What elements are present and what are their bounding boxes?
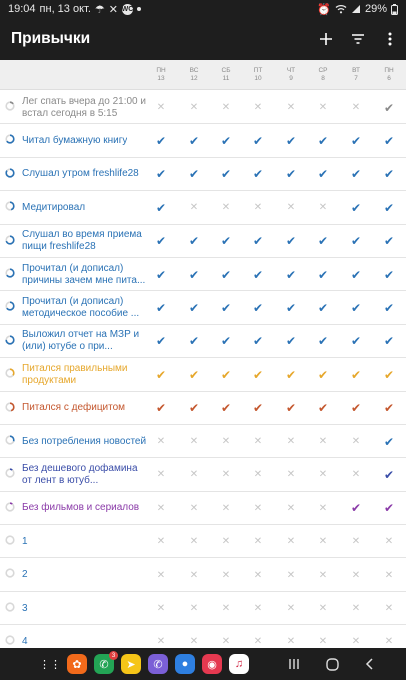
cross-icon[interactable]: ✕ <box>253 502 263 514</box>
cross-icon[interactable]: ✕ <box>189 569 199 581</box>
checkmark-icon[interactable]: ✔ <box>252 334 264 349</box>
habit-name-container <box>22 191 150 224</box>
habit-score-ring-icon <box>5 535 15 545</box>
checkmark-icon[interactable]: ✔ <box>220 134 232 149</box>
habit-name: 4 <box>22 635 28 647</box>
habit-row[interactable] <box>0 492 406 525</box>
checkmark-icon[interactable]: ✔ <box>188 234 200 249</box>
cross-icon[interactable]: ✕ <box>156 603 166 615</box>
back-icon <box>365 658 375 670</box>
habit-name-container <box>22 458 150 491</box>
cross-icon[interactable]: ✕ <box>156 536 166 548</box>
status-date: пн, 13 окт. <box>39 3 91 15</box>
habit-row[interactable] <box>0 358 406 391</box>
checkmark-icon[interactable]: ✔ <box>188 267 200 282</box>
checkmark-icon[interactable]: ✔ <box>383 334 395 349</box>
habit-name: 2 <box>22 569 28 581</box>
cross-icon[interactable]: ✕ <box>286 636 296 648</box>
cross-icon[interactable]: ✕ <box>351 436 361 448</box>
cross-icon[interactable]: ✕ <box>221 603 231 615</box>
habit-row[interactable] <box>0 325 406 358</box>
cross-icon[interactable]: ✕ <box>286 502 296 514</box>
day-date: 10 <box>254 75 262 82</box>
habit-name: Без фильмов и сериалов <box>22 502 140 514</box>
checkmark-icon[interactable]: ✔ <box>285 234 297 249</box>
filter-icon <box>351 33 365 45</box>
habit-row[interactable] <box>0 458 406 491</box>
checkmark-icon[interactable]: ✔ <box>350 301 362 316</box>
checkmark-icon[interactable]: ✔ <box>155 301 167 316</box>
checkmark-icon[interactable]: ✔ <box>317 367 329 382</box>
checkmark-icon[interactable]: ✔ <box>350 134 362 149</box>
cross-icon[interactable]: ✕ <box>318 569 328 581</box>
habit-name: Питался с дефицитом <box>22 402 126 414</box>
habit-row[interactable] <box>0 191 406 224</box>
checkmark-icon[interactable]: ✔ <box>155 234 167 249</box>
app-bar <box>0 18 406 60</box>
apps-grid-icon[interactable]: ⋮⋮ <box>40 654 60 674</box>
day-column-header <box>276 67 306 83</box>
filter-button[interactable] <box>342 18 374 60</box>
cross-icon[interactable]: ✕ <box>286 536 296 548</box>
habit-score-ring-icon <box>5 435 15 445</box>
cross-icon[interactable]: ✕ <box>253 436 263 448</box>
checkmark-icon[interactable]: ✔ <box>155 267 167 282</box>
habit-name-container <box>22 158 150 191</box>
cross-icon[interactable]: ✕ <box>189 603 199 615</box>
habit-name-container <box>22 258 150 291</box>
habit-name: Выложил отчет на МЗР и (или) ютубе о при... <box>22 329 140 353</box>
cross-icon[interactable]: ✕ <box>384 603 394 615</box>
notification-badge: WC <box>121 5 134 13</box>
habit-row[interactable] <box>0 425 406 458</box>
day-weekday: СБ <box>221 67 231 74</box>
music-app-icon[interactable]: ♫ <box>229 654 249 674</box>
checkmark-icon[interactable]: ✔ <box>317 267 329 282</box>
checkmark-icon[interactable]: ✔ <box>155 334 167 349</box>
cross-icon[interactable]: ✕ <box>286 469 296 481</box>
habit-row[interactable] <box>0 558 406 591</box>
checkmark-icon[interactable]: ✔ <box>220 334 232 349</box>
checkmark-icon[interactable]: ✔ <box>252 234 264 249</box>
habit-name: Слушал во время приема пищи freshlife28 <box>22 229 142 253</box>
checkmark-icon[interactable]: ✔ <box>383 134 395 149</box>
day-date: 8 <box>321 75 325 82</box>
cross-icon[interactable]: ✕ <box>286 102 296 114</box>
habit-name-container <box>22 558 150 591</box>
habit-name: 1 <box>22 535 28 547</box>
page-title: Привычки <box>11 30 91 47</box>
checkmark-icon[interactable]: ✔ <box>383 100 395 115</box>
habit-score-ring-icon <box>5 268 15 278</box>
checkmark-icon[interactable]: ✔ <box>350 200 362 215</box>
cross-icon[interactable]: ✕ <box>286 569 296 581</box>
habit-score-ring-icon <box>5 568 15 578</box>
habit-name-container <box>22 325 150 358</box>
checkmark-icon[interactable]: ✔ <box>155 200 167 215</box>
day-column-header <box>243 67 273 83</box>
camera-app-icon[interactable]: ◉ <box>202 654 222 674</box>
back-button[interactable] <box>351 648 389 680</box>
checkmark-icon[interactable]: ✔ <box>383 367 395 382</box>
cross-icon[interactable]: ✕ <box>318 436 328 448</box>
checkmark-icon[interactable]: ✔ <box>383 167 395 182</box>
checkmark-icon[interactable]: ✔ <box>383 200 395 215</box>
day-header-row <box>0 60 406 90</box>
checkmark-icon[interactable]: ✔ <box>383 401 395 416</box>
cross-icon[interactable]: ✕ <box>221 102 231 114</box>
more-options-button[interactable] <box>374 18 406 60</box>
habit-row[interactable] <box>0 525 406 558</box>
habit-row[interactable] <box>0 124 406 157</box>
habit-score-ring-icon <box>5 368 15 378</box>
checkmark-icon[interactable]: ✔ <box>317 301 329 316</box>
cross-icon[interactable]: ✕ <box>253 603 263 615</box>
cross-icon[interactable]: ✕ <box>318 102 328 114</box>
navigation-bar <box>0 648 406 680</box>
checkmark-icon[interactable]: ✔ <box>188 367 200 382</box>
checkmark-icon[interactable]: ✔ <box>155 367 167 382</box>
navigation-app-icon[interactable]: ➤ <box>121 654 141 674</box>
cross-icon[interactable]: ✕ <box>221 202 231 214</box>
habit-score-ring-icon <box>5 235 15 245</box>
cross-icon[interactable]: ✕ <box>189 202 199 214</box>
habit-name-container <box>22 492 150 525</box>
checkmark-icon[interactable]: ✔ <box>383 467 395 482</box>
checkmark-icon[interactable]: ✔ <box>220 401 232 416</box>
checkmark-icon[interactable]: ✔ <box>220 367 232 382</box>
checkmark-icon[interactable]: ✔ <box>350 501 362 516</box>
habit-row[interactable] <box>0 158 406 191</box>
cross-icon[interactable]: ✕ <box>189 636 199 648</box>
cross-icon[interactable]: ✕ <box>221 469 231 481</box>
checkmark-icon[interactable]: ✔ <box>350 167 362 182</box>
checkmark-icon[interactable]: ✔ <box>285 334 297 349</box>
habit-name-container <box>22 291 150 324</box>
cross-icon[interactable]: ✕ <box>189 536 199 548</box>
habit-score-ring-icon <box>5 301 15 311</box>
battery-icon <box>391 4 398 15</box>
habit-score-ring-icon <box>5 402 15 412</box>
habit-row[interactable] <box>0 258 406 291</box>
cross-icon[interactable]: ✕ <box>189 436 199 448</box>
habit-row[interactable] <box>0 291 406 324</box>
checkmark-icon[interactable]: ✔ <box>155 167 167 182</box>
day-date: 6 <box>387 75 391 82</box>
cross-icon[interactable]: ✕ <box>318 603 328 615</box>
habit-row[interactable] <box>0 91 406 124</box>
checkmark-icon[interactable]: ✔ <box>285 267 297 282</box>
cross-icon[interactable]: ✕ <box>384 536 394 548</box>
checkmark-icon[interactable]: ✔ <box>285 134 297 149</box>
habit-name: Лег спать вчера до 21:00 и встал сегодня в 5:15 <box>22 95 146 119</box>
habit-row[interactable] <box>0 225 406 258</box>
checkmark-icon[interactable]: ✔ <box>383 501 395 516</box>
viber-app-icon[interactable]: ✆ <box>148 654 168 674</box>
cross-icon[interactable]: ✕ <box>253 202 263 214</box>
habit-score-ring-icon <box>5 101 15 111</box>
cross-icon[interactable]: ✕ <box>156 436 166 448</box>
checkmark-icon[interactable]: ✔ <box>350 401 362 416</box>
signal-icon <box>351 4 361 14</box>
checkmark-icon[interactable]: ✔ <box>252 167 264 182</box>
checkmark-icon[interactable]: ✔ <box>252 301 264 316</box>
checkmark-icon[interactable]: ✔ <box>317 401 329 416</box>
alarm-icon: ⏰ <box>317 3 331 16</box>
cross-icon[interactable]: ✕ <box>318 202 328 214</box>
more-vertical-icon <box>388 32 392 46</box>
day-weekday: ВС <box>189 67 199 74</box>
day-column-header <box>211 67 241 83</box>
cross-icon[interactable]: ✕ <box>351 102 361 114</box>
phone-app-icon[interactable]: ✆ 3 <box>94 654 114 674</box>
checkmark-icon[interactable]: ✔ <box>350 234 362 249</box>
checkmark-icon[interactable]: ✔ <box>317 167 329 182</box>
checkmark-icon[interactable]: ✔ <box>285 167 297 182</box>
day-date: 9 <box>289 75 293 82</box>
checkmark-icon[interactable]: ✔ <box>350 367 362 382</box>
cross-icon[interactable]: ✕ <box>351 569 361 581</box>
checkmark-icon[interactable]: ✔ <box>285 301 297 316</box>
checkmark-icon[interactable]: ✔ <box>350 267 362 282</box>
cross-icon[interactable]: ✕ <box>221 502 231 514</box>
microphone-app-icon[interactable]: ● <box>175 654 195 674</box>
cross-icon[interactable]: ✕ <box>253 469 263 481</box>
plus-icon <box>319 32 333 46</box>
home-icon <box>326 658 339 671</box>
cross-icon[interactable]: ✕ <box>221 536 231 548</box>
cross-icon[interactable]: ✕ <box>156 469 166 481</box>
cross-icon[interactable]: ✕ <box>384 636 394 648</box>
checkmark-icon[interactable]: ✔ <box>285 401 297 416</box>
cross-icon[interactable]: ✕ <box>156 636 166 648</box>
habit-score-ring-icon <box>5 168 15 178</box>
cross-icon[interactable]: ✕ <box>318 536 328 548</box>
day-weekday: ПТ <box>253 67 263 74</box>
cross-icon[interactable]: ✕ <box>384 569 394 581</box>
cross-icon[interactable]: ✕ <box>253 536 263 548</box>
day-column-header <box>308 67 338 83</box>
habit-list <box>0 91 406 659</box>
checkmark-icon[interactable]: ✔ <box>252 267 264 282</box>
app-notification-badge: 3 <box>109 651 118 660</box>
day-column-header <box>179 67 209 83</box>
cross-icon[interactable]: ✕ <box>253 569 263 581</box>
checkmark-icon[interactable]: ✔ <box>188 134 200 149</box>
checkmark-icon[interactable]: ✔ <box>220 234 232 249</box>
cross-icon[interactable]: ✕ <box>286 603 296 615</box>
day-date: 11 <box>222 75 230 82</box>
habit-name: Читал бумажную книгу <box>22 135 128 147</box>
cross-icon[interactable]: ✕ <box>351 469 361 481</box>
checkmark-icon[interactable]: ✔ <box>383 267 395 282</box>
cross-icon[interactable]: ✕ <box>189 502 199 514</box>
habit-score-ring-icon <box>5 468 15 478</box>
add-habit-button[interactable] <box>310 18 342 60</box>
habit-name-container <box>22 358 150 391</box>
recent-apps-icon <box>288 658 300 670</box>
cross-icon[interactable]: ✕ <box>318 636 328 648</box>
checkmark-icon[interactable]: ✔ <box>188 301 200 316</box>
habit-name-container <box>22 91 150 124</box>
checkmark-icon[interactable]: ✔ <box>220 301 232 316</box>
cross-icon[interactable]: ✕ <box>318 502 328 514</box>
habit-name-container <box>22 392 150 425</box>
habit-score-ring-icon <box>5 134 15 144</box>
habit-name: Слушал утром freshlife28 <box>22 168 139 180</box>
habit-name-container <box>22 525 150 558</box>
day-weekday: ЧТ <box>286 67 296 74</box>
wifi-icon <box>335 4 347 14</box>
cross-icon[interactable]: ✕ <box>189 469 199 481</box>
cross-icon[interactable]: ✕ <box>156 569 166 581</box>
checkmark-icon[interactable]: ✔ <box>188 167 200 182</box>
flower-app-icon[interactable]: ✿ <box>67 654 87 674</box>
cross-icon[interactable]: ✕ <box>253 636 263 648</box>
day-column-header <box>341 67 371 83</box>
cross-icon[interactable]: ✕ <box>221 636 231 648</box>
habit-name: Без дешевого дофамина от лент в ютуб... <box>22 462 138 486</box>
status-bar <box>0 0 406 18</box>
checkmark-icon[interactable]: ✔ <box>155 401 167 416</box>
cross-icon[interactable]: ✕ <box>253 102 263 114</box>
cross-icon[interactable]: ✕ <box>221 569 231 581</box>
habit-name: Без потребления новостей <box>22 435 147 447</box>
no-signal-icon: ✕ <box>108 3 118 16</box>
checkmark-icon[interactable]: ✔ <box>317 334 329 349</box>
day-date: 7 <box>354 75 358 82</box>
habit-score-ring-icon <box>5 335 15 345</box>
habit-row[interactable] <box>0 392 406 425</box>
checkmark-icon[interactable]: ✔ <box>188 401 200 416</box>
cross-icon[interactable]: ✕ <box>351 636 361 648</box>
day-date: 12 <box>190 75 198 82</box>
status-time: 19:04 <box>8 3 36 15</box>
day-date: 13 <box>157 75 165 82</box>
checkmark-icon[interactable]: ✔ <box>155 134 167 149</box>
battery-level: 29% <box>364 3 387 15</box>
notification-dot-icon <box>137 7 141 11</box>
habit-name-container <box>22 124 150 157</box>
cross-icon[interactable]: ✕ <box>286 202 296 214</box>
home-button[interactable] <box>313 648 351 680</box>
checkmark-icon[interactable]: ✔ <box>285 367 297 382</box>
cross-icon[interactable]: ✕ <box>156 502 166 514</box>
recent-apps-button[interactable] <box>275 648 313 680</box>
checkmark-icon[interactable]: ✔ <box>350 334 362 349</box>
habit-name: Медитировал <box>22 201 86 213</box>
cross-icon[interactable]: ✕ <box>221 436 231 448</box>
habit-score-ring-icon <box>5 635 15 645</box>
checkmark-icon[interactable]: ✔ <box>252 134 264 149</box>
habit-name-container <box>22 425 150 458</box>
checkmark-icon[interactable]: ✔ <box>220 167 232 182</box>
day-column-header <box>146 67 176 83</box>
day-column-header <box>374 67 404 83</box>
checkmark-icon[interactable]: ✔ <box>220 267 232 282</box>
day-weekday: ПН <box>384 67 394 74</box>
cross-icon[interactable]: ✕ <box>351 603 361 615</box>
habit-row[interactable] <box>0 592 406 625</box>
cross-icon[interactable]: ✕ <box>351 536 361 548</box>
habit-score-ring-icon <box>5 502 15 512</box>
checkmark-icon[interactable]: ✔ <box>252 367 264 382</box>
habit-name-container <box>22 592 150 625</box>
checkmark-icon[interactable]: ✔ <box>188 334 200 349</box>
checkmark-icon[interactable]: ✔ <box>383 434 395 449</box>
habit-score-ring-icon <box>5 201 15 211</box>
habit-name-container <box>22 225 150 258</box>
checkmark-icon[interactable]: ✔ <box>317 134 329 149</box>
checkmark-icon[interactable]: ✔ <box>383 301 395 316</box>
cross-icon[interactable]: ✕ <box>318 469 328 481</box>
day-weekday: ВТ <box>352 67 360 74</box>
checkmark-icon[interactable]: ✔ <box>317 234 329 249</box>
day-weekday: ПН <box>156 67 166 74</box>
cross-icon[interactable]: ✕ <box>156 102 166 114</box>
habit-name: 3 <box>22 602 28 614</box>
cross-icon[interactable]: ✕ <box>286 436 296 448</box>
cross-icon[interactable]: ✕ <box>189 102 199 114</box>
taskbar-apps <box>0 654 249 674</box>
habit-name: Питался правильными продуктами <box>22 362 128 386</box>
umbrella-icon: ☂ <box>94 3 105 16</box>
habit-name: Прочитал (и дописал) причины зачем мне пита... <box>22 262 146 286</box>
day-weekday: СР <box>318 67 328 74</box>
habit-name: Прочитал (и дописал) методическое пособие ... <box>22 296 140 320</box>
habit-score-ring-icon <box>5 602 15 612</box>
checkmark-icon[interactable]: ✔ <box>383 234 395 249</box>
checkmark-icon[interactable]: ✔ <box>252 401 264 416</box>
